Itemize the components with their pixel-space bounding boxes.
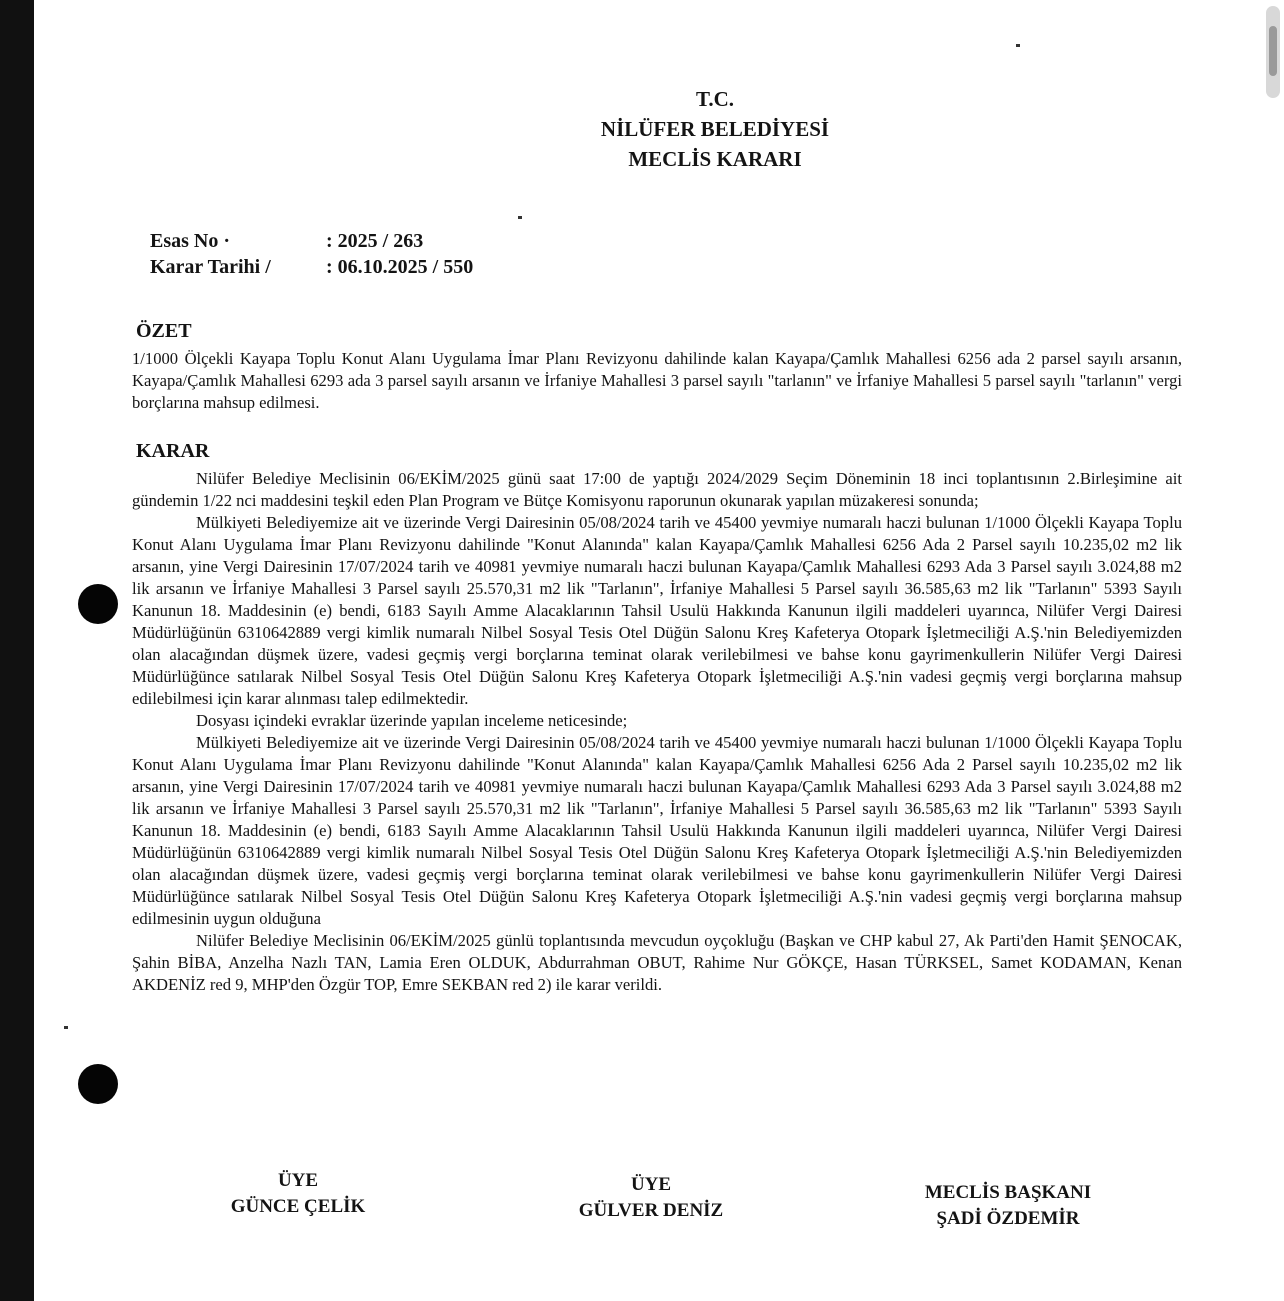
karar-body <box>132 468 1182 996</box>
signature-2-name: GÜLVER DENİZ <box>578 1200 724 1221</box>
punch-hole-mark <box>78 1064 118 1104</box>
ozet-title: ÖZET <box>136 320 192 342</box>
signature-2-title: ÜYE <box>630 1174 672 1195</box>
scan-speck <box>1016 44 1020 47</box>
scan-left-border <box>0 0 34 1301</box>
signature-block-3 <box>900 1180 1116 1232</box>
karar-date-value: : 06.10.2025 / 550 <box>326 256 474 278</box>
ozet-text <box>132 348 1182 414</box>
karar-date-label: Karar Tarihi / <box>150 256 271 278</box>
signature-3-name: ŞADİ ÖZDEMİR <box>936 1208 1080 1229</box>
esas-label: Esas No · <box>150 230 231 252</box>
punch-hole-mark <box>78 584 118 624</box>
header-municipality: NİLÜFER BELEDİYESİ <box>600 117 830 141</box>
header-decision-title: MECLİS KARARI <box>628 147 802 171</box>
karar-paragraph-4: Mülkiyeti Belediyemize ait ve üzerinde Vergi Dairesinin 05/08/2024 tarih ve 45400 yevmiye numaralı haczi bulunan 1/1000 Ölçekli Kayapa Toplu Konut Alanı Uygulama İmar Planı Revizyonu dahilinde "Konut Alanında" kalan Kayapa/Çamlık Mahallesi 6256 Ada 2 Parsel sayılı 10.235,02 m2 lik arsanın, yine Vergi Dairesinin 17/07/2024 tarih ve 40981 yevmiye numaralı haczi bulunan Kayapa/Çamlık Mahallesi 6293 Ada 3 Parsel sayılı 3.024,88 m2 lik arsanın ve İrfaniye Mahallesi 3 Parsel sayılı 25.570,31 m2 lik "Tarlanın", İrfaniye Mahallesi 5 Parsel sayılı 36.585,63 m2 lik "Tarlanın" 5393 Sayılı Kanunun 18. Maddesinin (e) bendi, 6183 Sayılı Amme Alacaklarının Tahsil Usulü Hakkında Kanunun ilgili maddeleri uyarınca, Nilüfer Vergi Dairesi Müdürlüğünün 6310642889 vergi kimlik numaralı Nilbel Sosyal Tesis Otel Düğün Salonu Kreş Kafeterya Otopark İşletmeciliği A.Ş.'nin Belediyemizden olan alacağından düşmek üzere, vadesi geçmiş vergi borçlarına teminat olarak verilebilmesi ve bahse konu gayrimenkullerin Nilüfer Vergi Dairesi Müdürlüğünce satılarak Nilbel Sosyal Tesis Otel Düğün Salonu Kreş Kafeterya Otopark İşletmeciliği A.Ş.'nin vadesi geçmiş vergi borçlarına mahsup edilmesinin uygun olduğuna <box>132 733 1182 928</box>
header-tc: T.C. <box>695 87 735 111</box>
document-header <box>540 84 890 174</box>
karar-title: KARAR <box>136 440 210 462</box>
karar-paragraph-2: Mülkiyeti Belediyemize ait ve üzerinde Vergi Dairesinin 05/08/2024 tarih ve 45400 yevmiye numaralı haczi bulunan 1/1000 Ölçekli Kayapa Toplu Konut Alanı Uygulama İmar Planı Revizyonu dahilinde "Konut Alanında" kalan Kayapa/Çamlık Mahallesi 6256 Ada 2 Parsel sayılı 10.235,02 m2 lik arsanın, yine Vergi Dairesinin 17/07/2024 tarih ve 40981 yevmiye numaralı haczi bulunan Kayapa/Çamlık Mahallesi 6293 Ada 3 Parsel sayılı 3.024,88 m2 lik arsanın ve İrfaniye Mahallesi 3 Parsel sayılı 25.570,31 m2 lik "Tarlanın", İrfaniye Mahallesi 5 Parsel sayılı 36.585,63 m2 lik "Tarlanın" 5393 Sayılı Kanunun 18. Maddesinin (e) bendi, 6183 Sayılı Amme Alacaklarının Tahsil Usulü Hakkında Kanunun ilgili maddeleri uyarınca, Nilüfer Vergi Dairesi Müdürlüğünün 6310642889 vergi kimlik numaralı Nilbel Sosyal Tesis Otel Düğün Salonu Kreş Kafeterya Otopark İşletmeciliği A.Ş.'nin Belediyemizden olan alacağından düşmek üzere, vadesi geçmiş vergi borçlarına teminat olarak verilebilmesi ve bahse konu gayrimenkullerin Nilüfer Vergi Dairesi Müdürlüğünce satılarak Nilbel Sosyal Tesis Otel Düğün Salonu Kreş Kafeterya Otopark İşletmeciliği A.Ş.'nin vadesi geçmiş vergi borçlarına mahsup edilebilmesi için karar alınması talep edilmektedir. <box>132 513 1182 708</box>
signature-1-name: GÜNCE ÇELİK <box>230 1196 366 1217</box>
signature-block-1 <box>208 1168 388 1220</box>
esas-row <box>150 228 473 254</box>
signature-3-title: MECLİS BAŞKANI <box>924 1182 1092 1203</box>
signature-block-2 <box>556 1172 746 1224</box>
esas-value: : 2025 / 263 <box>326 230 424 252</box>
scan-speck <box>518 216 522 219</box>
karar-paragraph-3: Dosyası içindeki evraklar üzerinde yapılan inceleme neticesinde; <box>196 711 628 730</box>
karar-date-row <box>150 254 473 280</box>
scrollbar-thumb[interactable] <box>1269 26 1277 76</box>
scan-speck <box>64 1026 68 1029</box>
ozet-paragraph: 1/1000 Ölçekli Kayapa Toplu Konut Alanı Uygulama İmar Planı Revizyonu dahilinde kalan Kayapa/Çamlık Mahallesi 6256 ada 2 parsel sayılı arsanın, Kayapa/Çamlık Mahallesi 6293 ada 3 parsel sayılı arsanın ve İrfaniye Mahallesi 3 parsel sayılı "tarlanın" ve İrfaniye Mahallesi 5 parsel sayılı "tarlanın" vergi borçlarına mahsup edilmesi. <box>132 349 1182 412</box>
document-meta <box>150 228 473 280</box>
karar-paragraph-5: Nilüfer Belediye Meclisinin 06/EKİM/2025 günlü toplantısında mevcudun oyçokluğu (Başkan ve CHP kabul 27, Ak Parti'den Hamit ŞENOCAK, Şahin BİBA, Anzelha Nazlı TAN, Lamia Eren OLDUK, Abdurrahman OBUT, Rahime Nur GÖKÇE, Hasan TÜRKSEL, Samet KODAMAN, Kenan AKDENİZ red 9, MHP'den Özgür TOP, Emre SEKBAN red 2) ile karar verildi. <box>132 931 1182 994</box>
signature-1-title: ÜYE <box>277 1170 319 1191</box>
karar-paragraph-1: Nilüfer Belediye Meclisinin 06/EKİM/2025 günü saat 17:00 de yaptığı 2024/2029 Seçim Döneminin 18 inci toplantısının 2.Birleşimine ait gündemin 1/22 nci maddesini teşkil eden Plan Program ve Bütçe Komisyonu raporunun okunarak yapılan müzakeresi sonunda; <box>132 469 1182 510</box>
scrollbar[interactable] <box>1266 6 1280 98</box>
